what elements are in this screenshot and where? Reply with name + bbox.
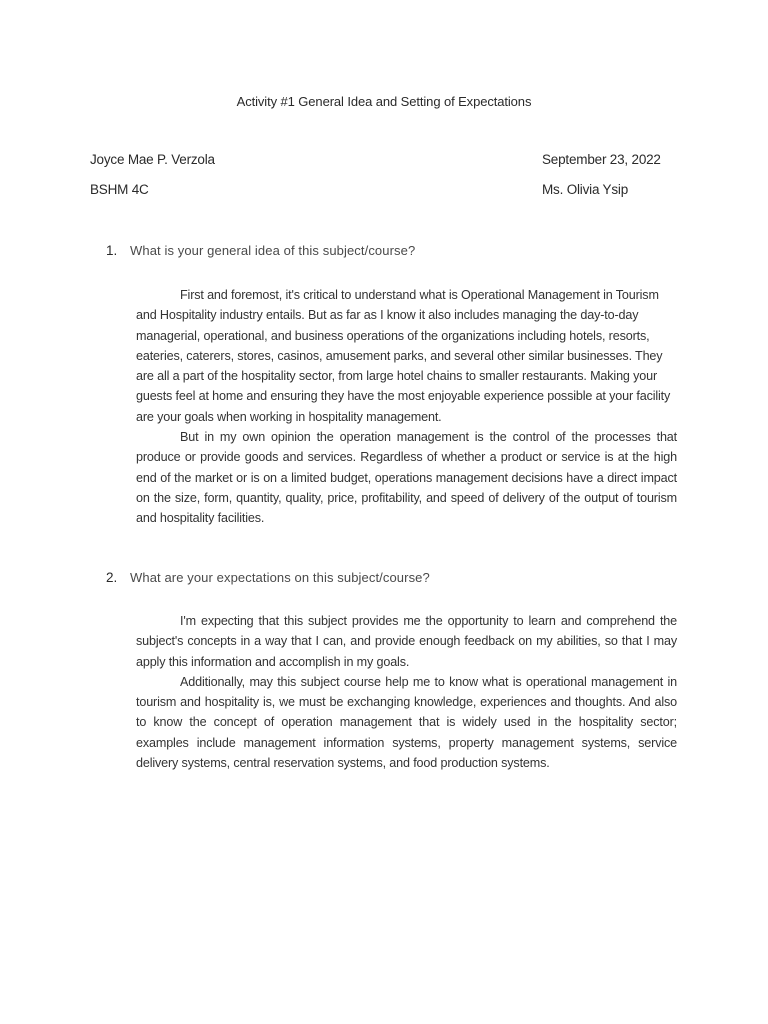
class-section: BSHM 4C (90, 182, 149, 197)
answer-paragraph: I'm expecting that this subject provides me the opportunity to learn and comprehend the subject's concepts in a way that I can, and provide enough feedback on my abilities, so that I may apply this information and accomplish in my goals. (136, 614, 677, 669)
submission-date: September 23, 2022 (542, 152, 661, 167)
question-1 (106, 243, 415, 258)
answer-paragraph: Additionally, may this subject course help me to know what is operational management in tourism and hospitality is, we must be exchanging knowledge, experiences and thoughts. And also to know the concept of operation management that is widely used in the hospitality sector; examples include management information systems, property management systems, service delivery systems, central reservation systems, and food production systems. (136, 674, 677, 771)
question-text: What are your expectations on this subject/course? (130, 570, 430, 585)
answer-2 (136, 611, 677, 773)
question-number: 2. (106, 570, 118, 585)
question-number: 1. (106, 243, 118, 258)
teacher-name: Ms. Olivia Ysip (542, 182, 629, 197)
answer-paragraph: But in my own opinion the operation management is the control of the processes that produce or provide goods and services. Regardless of whether a product or service is at the high end of the market or is on a limited budget, operations management decisions have a direct impact on the size, form, quantity, quality, price, profitability, and speed of delivery of the output of tourism and hospitality facilities. (136, 430, 677, 526)
answer-1 (136, 285, 677, 529)
answer-paragraph: First and foremost, it's critical to understand what is Operational Management in Tourism and Hospitality industry entails. But as far as I know it also includes managing the day-to-day managerial, operational, and business operations of the organizations including hotels, resorts, eateries, caterers, stores, casinos, amusement parks, and several other similar businesses. They are all a part of the hospitality sector, from large hotel chains to smaller restaurants. Making your guests feel at home and ensuring they have the most enjoyable experience possible at your facility are your goals when working in hospitality management. (136, 288, 671, 424)
document-title: Activity #1 General Idea and Setting of Expectations (236, 94, 532, 109)
question-2 (106, 570, 430, 585)
question-text: What is your general idea of this subject/course? (130, 243, 416, 258)
student-name: Joyce Mae P. Verzola (90, 152, 215, 167)
